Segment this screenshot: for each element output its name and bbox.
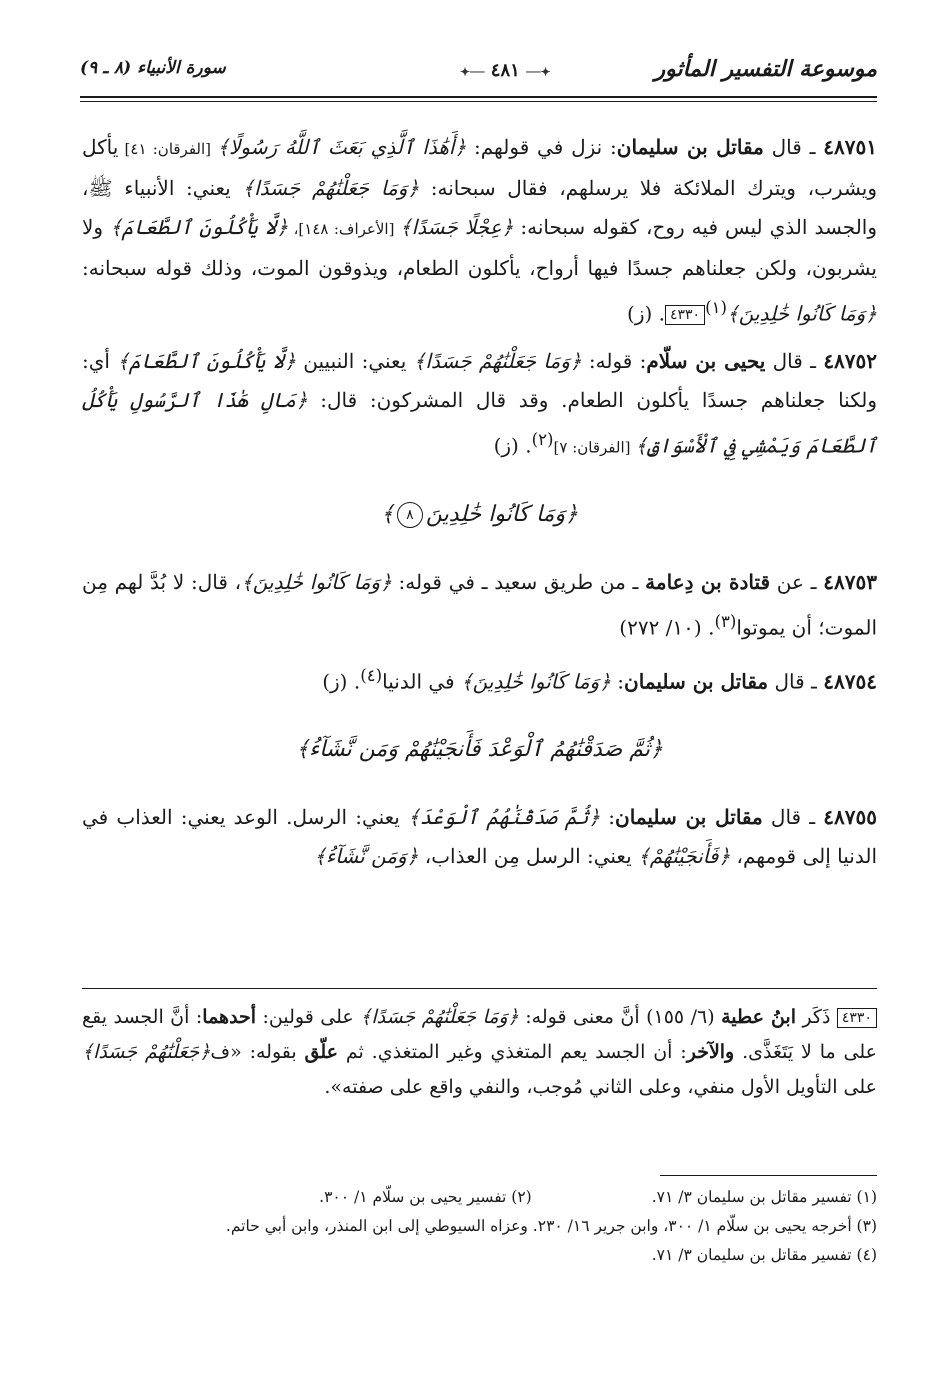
text-run: : [610,669,625,694]
text-run: : نزل في قولهم: [466,135,617,159]
comment-label: علّق [304,1041,339,1063]
text-run: (٦/ ١٥٥) أنَّ معنى قوله: [518,1006,722,1028]
quran-quote: ﴿وَمَا كَانُوا خَٰلِدِينَ﴾ [460,669,611,694]
text-run: يأكل ويشرب، ويترك الملائكة فلا يرسلهم، فقال سبحانه: [82,135,878,200]
narration-number: ٤٨٧٥٢ [823,348,878,373]
book-title: موسوعة التفسير المأثور [654,56,877,82]
ornament-left-icon: ✦── [526,65,551,79]
narration-48752 [82,342,877,468]
text-run: ولا يشربون، ولكن جعلناهم جسدًا فيها أرواح، يأكلون الطعام، ويذوقون الموت، وذلك قوله سبحانه: [82,215,877,280]
text-run: على قولين: [256,1006,361,1028]
text-run: : قوله: [581,348,647,373]
quran-quote: ﴿فَأَنجَيْنَٰهُمْ﴾ [638,843,731,868]
text-run: : [600,804,616,829]
quran-quote: ﴿مَالِ هَٰذَا ٱلرَّسُولِ يَأْكُلُ ٱلطَّعَامَ وَيَمْشِي فِي ٱلْأَسْوَاقِ﴾ [82,387,877,458]
header-rule [80,96,877,98]
text-run: ـ قال [765,348,824,373]
opinion-label: والآخر [686,1041,735,1063]
footnote-separator [660,1175,877,1176]
page-header [80,56,877,98]
verse-heading-9 [82,730,877,770]
narration-48754 [82,656,877,702]
quran-quote: ﴿وَمَا جَعَلْنَٰهُمْ جَسَدًا﴾ [413,348,582,373]
text-run: ـ من طريق سعيد ـ في قوله: [391,570,646,595]
text-run: : أن الجسد يعم المتغذي وغير المتغذي. ثم [338,1041,687,1063]
narration-48755 [82,798,877,876]
footnote-1: (١) تفسير مقاتل بن سليمان ٣/ ٧١. [651,1188,877,1206]
narration-number: ٤٨٧٥٤ [823,669,877,694]
verse-heading-8 [82,495,877,535]
narration-48753 [82,563,877,648]
quran-quote: ﴿وَمَا جَعَلْنَٰهُمْ جَسَدًا﴾ [360,1006,519,1028]
commentary-number-box: ٤٣٣٠ [837,1008,877,1028]
opinion-label: أحدهما [202,1006,257,1028]
surah-reference: [الفرقان: ٤١] [118,140,218,158]
narration-48751 [82,128,877,334]
verse-text: ﴿ثُمَّ صَدَقْنَٰهُمُ ٱلْوَعْدَ فَأَنجَيْنَٰهُمْ وَمَن نَّشَآءُ﴾ [296,736,663,762]
page-number [460,60,551,81]
surah-reference: [الفرقان: ٧] [553,438,636,457]
narrator-name: مقاتل بن سليمان [615,804,763,829]
surah-reference: [الأعراف: ١٤٨]، [288,220,400,238]
surah-label: سورة الأنبياء (٨ ـ ٩) [80,58,226,78]
text-run: . (ز) [493,433,532,458]
verse-text: ﴿وَمَا كَانُوا خَٰلِدِينَ [425,502,578,528]
quran-quote: ﴿أَهَٰذَا ٱلَّذِي بَعَثَ ٱللَّهُ رَسُولًا﴾ [217,135,467,159]
ayah-number-icon: ٨ [397,502,423,528]
text-run: : أنَّ الجسد يقع على ما لا يَتَغَذَّى. [82,1006,877,1063]
footnote-marker[interactable]: (٣) [714,612,737,632]
ornament-right-icon: ──✦ [460,65,485,79]
footnote-marker[interactable]: (٤) [360,665,383,685]
text-run: بقوله: «ف [210,1041,305,1063]
footnote-2: (٢) تفسير يحيى بن سلّام ١/ ٣٠٠. [319,1188,532,1206]
text-run: في الدنيا [382,669,461,694]
commentary-note-4330 [82,1000,877,1105]
footnotes [82,1183,877,1270]
text-run: ـ قال [762,804,824,829]
narrator-name: يحيى بن سلّام [646,348,766,373]
narrator-name: مقاتل بن سليمان [624,669,769,694]
quran-quote: ﴿عِجْلًا جَسَدًا﴾ [399,215,514,239]
text-run: يعني: الأنبياء ﷺ، والجسد الذي ليس فيه روح، كقوله سبحانه: [82,176,878,239]
text-run: . (ز) [322,669,361,694]
commentary-reference-box[interactable]: ٤٣٣٠ [665,305,705,325]
footnote-3: (٣) أخرجه يحيى بن سلّام ١/ ٣٠٠، وابن جرير ١٦/ ٢٣٠. وعزاه السيوطي إلى ابن المنذر، وابن أبي حاتم. [225,1217,877,1235]
narration-number: ٤٨٧٥١ [823,135,877,159]
narrator-name: مقاتل بن سليمان [616,135,764,159]
quran-quote: ﴿جَعَلْنَٰهُمْ جَسَدًا﴾ [82,1041,211,1063]
text-run: . (١٠/ ٢٧٢) [619,615,715,640]
verse-bracket: ﴾ [381,502,394,528]
quran-quote: ﴿ثُمَّ صَدَقْنَٰهُمُ ٱلْوَعْدَ﴾ [408,804,601,829]
quran-quote: ﴿وَمَا كَانُوا خَٰلِدِينَ﴾ [727,301,877,326]
narration-number: ٤٨٧٥٣ [823,570,877,595]
quran-quote: ﴿لَّا يَأْكُلُونَ ٱلطَّعَامَ﴾ [110,215,289,239]
footnote-marker[interactable]: (٢) [531,429,554,449]
text-run: ـ قال [768,669,824,694]
text-run: على التأويل الأول منفي، وعلى الثاني مُوجب، والنفي واقع على صفته». [324,1076,877,1098]
main-text [82,128,877,884]
footnote-4: (٤) تفسير مقاتل بن سليمان ٣/ ٧١. [651,1246,877,1264]
quran-quote: ﴿وَمَا جَعَلْنَٰهُمْ جَسَدًا﴾ [242,176,420,200]
footnote-marker[interactable]: (١) [705,298,728,317]
commentary-separator [82,988,877,989]
text-run: يعني: النبيين [295,348,414,373]
quran-quote: ﴿لَّا يَأْكُلُونَ ٱلطَّعَامَ﴾ [117,348,296,373]
text-run: يعني: الرسل. الوعد يعني: العذاب في الدنيا إلى قومهم، [82,804,877,868]
text-run: ذَكَر [795,1006,837,1028]
page-number-value: ٤٨١ [490,60,520,81]
text-run: ، قال: لا بُدَّ لهم مِن الموت؛ أن يموتوا [82,570,877,640]
scholar-name: ابنُ عطية [721,1006,796,1028]
narration-number: ٤٨٧٥٥ [823,804,877,829]
quran-quote: ﴿وَمَن نَّشَآءُ﴾ [314,843,419,868]
text-run: يعني: الرسل مِن العذاب، [418,843,638,868]
text-run: أي: ولكنا جعلناهم جسدًا يأكلون الطعام. وقد قال المشركون: قال: [82,348,878,412]
text-run: . (ز) [627,301,665,326]
narrator-name: قتادة بن دِعامة [645,570,771,595]
header-rule-thin [80,101,877,102]
quran-quote: ﴿وَمَا كَانُوا خَٰلِدِينَ﴾ [241,570,392,595]
text-run: ـ قال [763,135,824,159]
text-run: ـ عن [770,570,824,595]
footnote-row [82,1183,877,1212]
